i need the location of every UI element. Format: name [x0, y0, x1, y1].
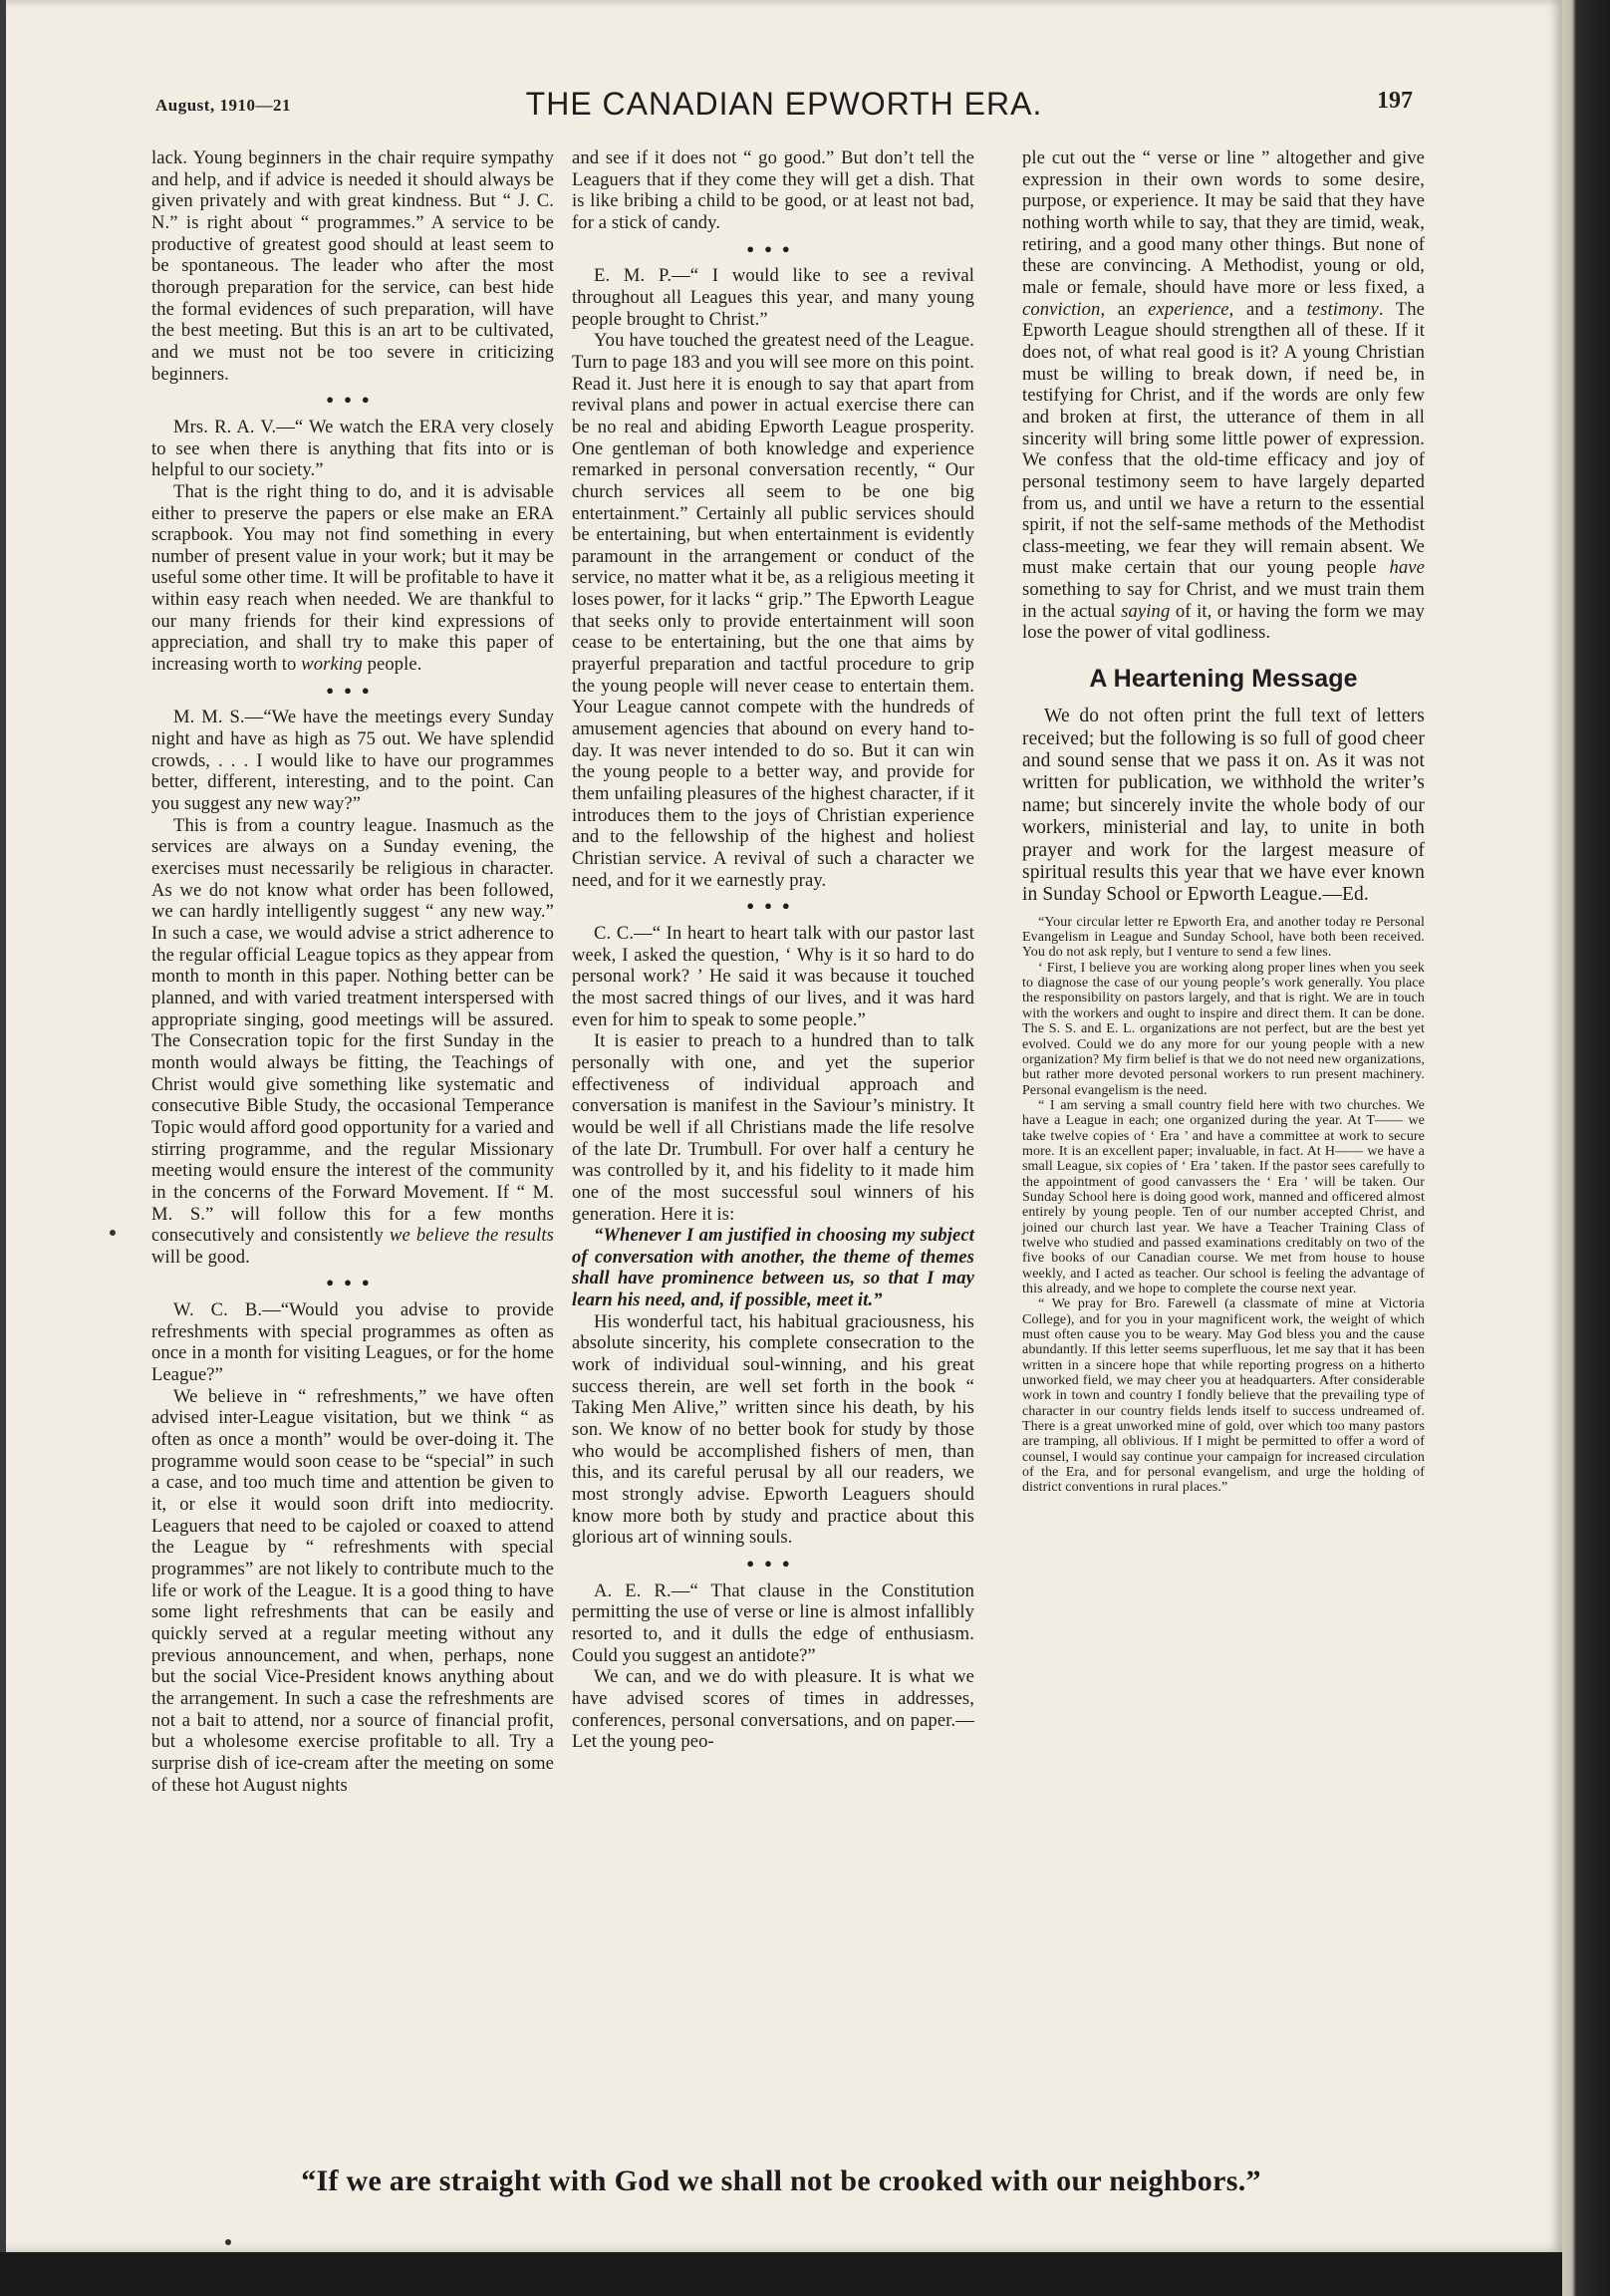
- column-3: [1022, 147, 1425, 1496]
- section-divider: [572, 895, 974, 917]
- page-header: [155, 86, 1413, 136]
- margin-mark: [225, 2239, 231, 2245]
- scan-bottom-edge: [0, 2252, 1562, 2296]
- footer-motto: “If we are straight with God we shall not be crooked with our neighbors.”: [301, 2164, 1261, 2197]
- margin-mark: [110, 1230, 116, 1236]
- text: will be good.: [151, 1246, 250, 1268]
- emphasis: working: [301, 654, 363, 676]
- paragraph: We believe in “ refreshments,” we have often advised inter-League visitation, but we think “ as often as once a month” would be over-doing it. The programme would soon cease to be “special” in such a case, and too much time and attention be given to it, or else it would soon drift into mediocrity. Leaguers that need to be cajoled or coaxed to attend the League by “ refreshments with special programmes” are not likely to contribute much to the life or work of the League. It is a good thing to have some light refreshments that can be easily and quickly served at a regular meeting without any previous announcement, and when, perhaps, none but the social Vice-President knows anything about the arrangement. In such a case the refreshments are not a bait to attend, nor a source of financial profit, but a wholesome exercise profitable to all. Try a surprise dish of ice-cream after the meeting on some of these hot August nights: [151, 1385, 554, 1796]
- emphasis: saying: [1121, 600, 1171, 622]
- emphasis: conviction: [1022, 298, 1101, 320]
- issue-date: August, 1910—21: [155, 96, 291, 115]
- paragraph: We do not often print the full text of letters received; but the following is so full of good cheer and sound sense that we pass it on. As it was not written for publication, we withhold the writer’s name; but sincerely invite the whole body of our workers, ministerial and lay, to unite in both prayer and work for the largest measure of spiritual results this year that we have ever known in Sunday School or Epworth League.—Ed.: [1022, 706, 1425, 906]
- page-number: 197: [1377, 88, 1413, 114]
- publication-title: THE CANADIAN EPWORTH ERA.: [525, 86, 1043, 122]
- paragraph: [151, 815, 554, 1269]
- letter-excerpt: Mrs. R. A. V.—“ We watch the ERA very closely to see when there is anything that fits into or is helpful to our society.”: [151, 416, 554, 481]
- letter-body: [1022, 915, 1425, 1496]
- letter-paragraph: ‘ First, I believe you are working along proper lines when you seek to diagnose the case of our young people’s work generally. You place the responsibility on pastors largely, and that is right. We are in touch with the workers and ought to inspire and direct them. It can be done. The S. S. and E. L. organizations are not perfect, but are the best yet evolved. Could we do any more for our young people with a new organization? My firm belief is that we do not need new organizations, but rather more devoted personal workers to run present machinery. Personal evangelism is the need.: [1022, 960, 1425, 1098]
- letter-excerpt: A. E. R.—“ That clause in the Constitution permitting the use of verse or line is almost infallibly resorted to, and it dulls the edge of enthusiasm. Could you suggest an antidote?”: [572, 1579, 974, 1666]
- text: This is from a country league. Inasmuch as the services are always on a Sunday evening, the exercises must necessarily be religious in character. As we do not know what order has been followed, we can hardly intelligently suggest “ any new way.” In such a case, we would advise a strict adherence to the regular official League topics as they appear from month to month in this paper. Nothing better can be planned, and with varied treatment interspersed with appropriate singing, good meetings will be assured. The Consecration topic for the first Sunday in the month would always be fitting, the Teachings of Christ would give something like systematic and consecutive Bible Study, the occasional Temperance Topic would afford good opportunity for a varied and stirring programme, and the regular Missionary meeting would ensure the interest of the community in the concerns of the Forward Movement. If “ M. M. S.” will follow this for a few months consecutively and consistently: [151, 814, 554, 1247]
- letter-excerpt: W. C. B.—“Would you advise to provide refreshments with special programmes as often as once in a month for visiting Leagues, or for the home League?”: [151, 1299, 554, 1386]
- text: , and a: [1228, 298, 1295, 320]
- letter-paragraph: “ I am serving a small country field here with two churches. We have a League in each; one organized during the year. At T—— we take twelve copies of ‘ Era ’ and have a committee at work to secure more. It is an excellent paper; invaluable, in fact. At H—— we have a small League, six copies of ‘ Era ’ taken. If the pastor sees carefully to the appointment of good canvassers the ‘ Era ’ will be taken. Our Sunday School here is doing good work, manned and officered almost entirely by young people. Ten of our number accepted Christ, and joined our church last year. We have a Teacher Training Class of twelve who studied and passed examinations creditably on two of the five books of our Canadian course. We met from house to house weekly, and I acted as teacher. Our school is feeling the advantage of this already, and we hope to complete the course next year.: [1022, 1097, 1425, 1296]
- emphasis: experience: [1148, 298, 1229, 320]
- emphasis: testimony: [1306, 298, 1379, 320]
- letter-excerpt: C. C.—“ In heart to heart talk with our pastor last week, I asked the question, ‘ Why is it so hard to do personal work? ’ He said it was because it touched the most sacred things of our lives, and it was hard even for him to speak to some people.”: [572, 922, 974, 1030]
- editor-intro: [1022, 706, 1425, 907]
- section-heading: A Heartening Message: [1089, 665, 1358, 694]
- page-left-shadow: [0, 0, 6, 2252]
- text: something to say for Christ, and we must train them in the actual: [1022, 579, 1425, 622]
- emphasis: have: [1389, 557, 1426, 579]
- paragraph: [151, 481, 554, 676]
- letter-paragraph: “ We pray for Bro. Farewell (a classmate of mine at Victoria College), and for you in your magnificent work, the weight of which must often cause you to be weary. May God bless you and the cause abundantly. If this letter seems superfluous, let me say that it has been written in a sincere hope that while reporting progress on a hitherto unworked field, we may cheer you at headquarters. After considerable work in town and country I fondly believe that the prevailing type of character in our country fields lends itself to success undreamed of. There is a great unworked mine of gold, over which too many pastors are tramping, all oblivious. If I might be permitted to offer a word of counsel, I would say continue your campaign for increased circulation of the Era, and for personal evangelism, and urge the holding of district conventions in rural places.”: [1022, 1296, 1425, 1496]
- text: That is the right thing to do, and it is advisable either to preserve the papers or else make an ERA scrapbook. You may not find something in every number of present value in your work; but it may be useful some other time. It will be profitable to have it within easy reach when needed. We are thankful to our many friends for their kind expressions of appreciation, and shall try to make this paper of increasing worth to: [151, 480, 554, 676]
- paragraph: [1022, 147, 1425, 644]
- text: ple cut out the “ verse or line ” altogether and give expression in their own words to some desire, purpose, or experience. It may be said that they have nothing worth while to say, that they are timid, weak, retiring, and a good many other things. But none of these are convincing. A Methodist, young or old, male or female, should have more or less fixed, a: [1022, 147, 1425, 298]
- letter-paragraph: “Your circular letter re Epworth Era, and another today re Personal Evangelism in League and Sunday School, have both been received. You do not ask reply, but I venture to send a few lines.: [1022, 914, 1425, 961]
- text: . The Epworth League should strengthen all of these. If it does not, of what real good is it? A young Christian must be willing to break down, if need be, in testifying for Christ, and if the words are only few and broken at first, the utterance of them in all sincerity will bring some little power of expression. We confess that the old-time efficacy and joy of personal testimony seem to have largely departed from us, and until we have a return to the essential spirit, if not the self-same methods of the Methodist class-meeting, we fear they will remain absent. We must make certain that our young people: [1022, 298, 1426, 579]
- paragraph: It is easier to preach to a hundred than to talk personally with one, and yet the superior effectiveness of individual approach and conversation is manifest in the Saviour’s ministry. It would be well if all Christians made the life resolve of the late Dr. Trumbull. For over half a century he was controlled by it, and his fidelity to it made him one of the most successful soul winners of his generation. Here it is:: [572, 1030, 974, 1225]
- section-divider: [151, 680, 554, 702]
- section-divider: [151, 1272, 554, 1293]
- section-divider: [572, 238, 974, 260]
- text: people.: [367, 654, 422, 676]
- column-1: [151, 147, 554, 1796]
- letter-excerpt: M. M. S.—“We have the meetings every Sunday night and have as high as 75 out. We have splendid crowds, . . . I would like to have our programmes better, different, interesting, and to the point. Can you suggest any new way?”: [151, 707, 554, 815]
- paragraph: and see if it does not “ go good.” But don’t tell the Leaguers that if they come they will get a dish. That is like bribing a child to be good, or at least not bad, for a stick of candy.: [572, 147, 974, 233]
- text: , an: [1100, 298, 1136, 320]
- paragraph: We can, and we do with pleasure. It is what we have advised scores of times in addresses, conferences, personal conversations, and on paper.—Let the young peo-: [572, 1666, 974, 1753]
- trumbull-quote: “Whenever I am justified in choosing my subject of conversation with another, the theme of themes shall have prominence between us, so that I may learn his need, and, if possible, meet it.”: [572, 1225, 974, 1311]
- text: of it, or having the form we may lose the power of vital godliness.: [1022, 600, 1426, 644]
- binding-edge: [1562, 0, 1610, 2296]
- column-2: [572, 147, 974, 1753]
- paragraph: You have touched the greatest need of the League. Turn to page 183 and you will see more on this point. Read it. Just here it is enough to say that apart from revival plans and power in actual exercise there can be no real and abiding Epworth League prosperity. One gentleman of both knowledge and experience remarked in personal conversation recently, “ Our church services all seem to be one big entertainment.” Certainly all public services should be entertaining, but when entertainment is evidently paramount in the arrangement or conduct of the service, no matter what it be, as a religious meeting it loses power, for it lacks “ grip.” The Epworth League that seeks only to provide entertainment will soon cease to be entertaining, but the one that aims by prayerful preparation and tactful procedure to grip the young people will never cease to entertain them. Your League cannot compete with the hundreds of amusement agencies that abound on every hand to-day. It was never intended to do so. But it can win the young people to a better way, and provide for them unfailing pleasures of the highest character, if it introduces them to the joys of Christian experience and to the fellowship of the highest and holiest Christian service. A revival of such a character we need, and for it we earnestly pray.: [572, 330, 974, 891]
- section-divider: [572, 1553, 974, 1575]
- paragraph: lack. Young beginners in the chair require sympathy and help, and if advice is needed it should always be given privately and with great kindness. But “ J. C. N.” is right about “ programmes.” A service to be productive of greatest good should at least seem to be spontaneous. The leader who after the most thorough preparation for the service, can best hide the formal evidences of such preparation, will have the best meeting. But this is an art to be cultivated, and we must not be too severe in criticizing beginners.: [151, 147, 554, 385]
- emphasis: we believe the results: [389, 1225, 555, 1247]
- section-divider: [151, 389, 554, 411]
- paragraph: His wonderful tact, his habitual graciousness, his absolute sincerity, his complete consecration to the work of individual soul-winning, and his great success therein, are well set forth in the book “ Taking Men Alive,” written since his death, by his son. We know of no better book for study by those who would be accomplished fishers of men, than this, and its careful perusal by all our readers, we most strongly advise. Epworth Leaguers should know more both by study and practice about this glorious art of winning souls.: [572, 1310, 974, 1549]
- letter-excerpt: E. M. P.—“ I would like to see a revival throughout all Leagues this year, and many young people brought to Christ.”: [572, 265, 974, 330]
